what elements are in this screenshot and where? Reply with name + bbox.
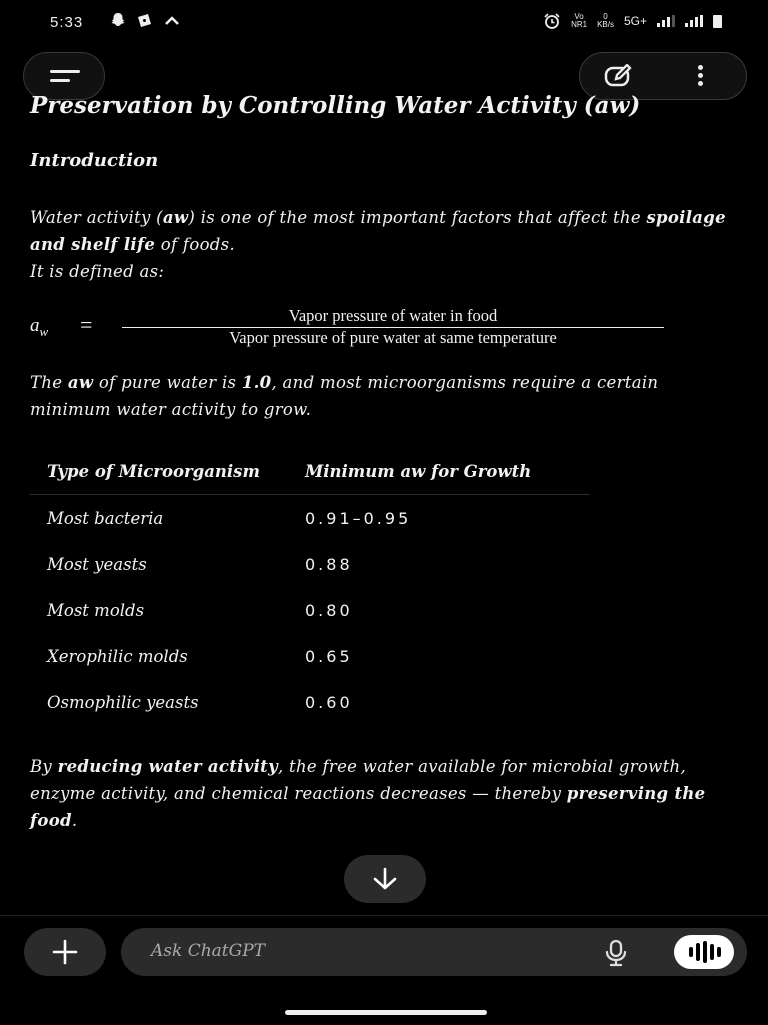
volte-indicator: Vo NR1 xyxy=(571,12,588,29)
cell-microorganism: Most molds xyxy=(47,600,145,620)
table-row xyxy=(30,633,590,679)
composer-bar xyxy=(0,915,768,1025)
network-type: 5G+ xyxy=(623,14,647,28)
table-row xyxy=(30,541,590,587)
microorganism-table xyxy=(30,448,590,725)
cell-min-aw: 0.60 xyxy=(305,692,353,712)
table-row xyxy=(30,587,590,633)
ticket-icon xyxy=(136,13,154,27)
cell-min-aw: 0.65 xyxy=(305,646,353,666)
page-title: Preservation by Controlling Water Activity (aw) xyxy=(30,92,641,119)
arrow-down-icon xyxy=(371,867,399,891)
edit-icon[interactable] xyxy=(604,64,636,88)
scroll-to-bottom-button[interactable] xyxy=(344,855,426,903)
water-activity-formula xyxy=(30,306,710,346)
data-speed: 0 KB/s xyxy=(597,12,614,29)
menu-icon xyxy=(50,70,80,88)
signal-icon xyxy=(657,15,675,27)
home-indicator xyxy=(285,1010,487,1015)
table-row xyxy=(30,679,590,725)
cell-microorganism: Xerophilic molds xyxy=(47,646,188,666)
cell-min-aw: 0.88 xyxy=(305,554,353,574)
add-attachment-button[interactable] xyxy=(24,928,106,976)
header-min-aw: Minimum aw for Growth xyxy=(305,461,532,481)
mic-icon[interactable] xyxy=(603,939,629,967)
message-content xyxy=(30,92,730,830)
conclusion-paragraph: By reducing water activity, the free water available for microbial growth, enzyme activity, and chemical reactions decreases — thereby preserving the food. xyxy=(30,757,706,830)
status-time: 5:33 xyxy=(50,14,84,31)
plus-icon xyxy=(51,938,79,966)
cell-microorganism: Most bacteria xyxy=(47,508,164,528)
cell-min-aw: 0.91–0.95 xyxy=(305,508,412,528)
table-header xyxy=(30,448,590,495)
formula-equals: = xyxy=(80,312,93,337)
alarm-icon xyxy=(543,13,561,29)
voice-mode-button[interactable] xyxy=(674,935,734,969)
cell-microorganism: Most yeasts xyxy=(47,554,147,574)
aw-paragraph: The aw of pure water is 1.0, and most microorganisms require a certain minimum water activity to grow. xyxy=(30,373,659,419)
formula-denominator: Vapor pressure of pure water at same temperature xyxy=(229,328,557,347)
table-row xyxy=(30,495,590,541)
formula-lhs: $a_w$ xyxy=(30,315,49,339)
header-microorganism: Type of Microorganism xyxy=(47,461,260,481)
formula-numerator: Vapor pressure of water in food xyxy=(122,306,664,328)
snapchat-icon xyxy=(110,12,126,28)
intro-paragraph: Water activity (aw) is one of the most important factors that affect the spoilage and shelf life of foods. It is defined as: xyxy=(30,208,726,281)
signal-icon-2 xyxy=(685,15,703,27)
cell-min-aw: 0.80 xyxy=(305,600,353,620)
intro-heading: Introduction xyxy=(30,150,159,171)
battery-icon xyxy=(713,15,722,28)
formula-fraction xyxy=(122,306,664,348)
more-icon[interactable] xyxy=(698,65,703,89)
system-indicators xyxy=(543,13,722,29)
cell-microorganism: Osmophilic yeasts xyxy=(47,692,199,712)
chat-input-placeholder: Ask ChatGPT xyxy=(151,941,265,961)
chat-input[interactable] xyxy=(121,928,747,976)
notification-icons xyxy=(110,12,180,28)
status-bar xyxy=(0,0,768,46)
chevron-up-icon xyxy=(164,14,180,26)
